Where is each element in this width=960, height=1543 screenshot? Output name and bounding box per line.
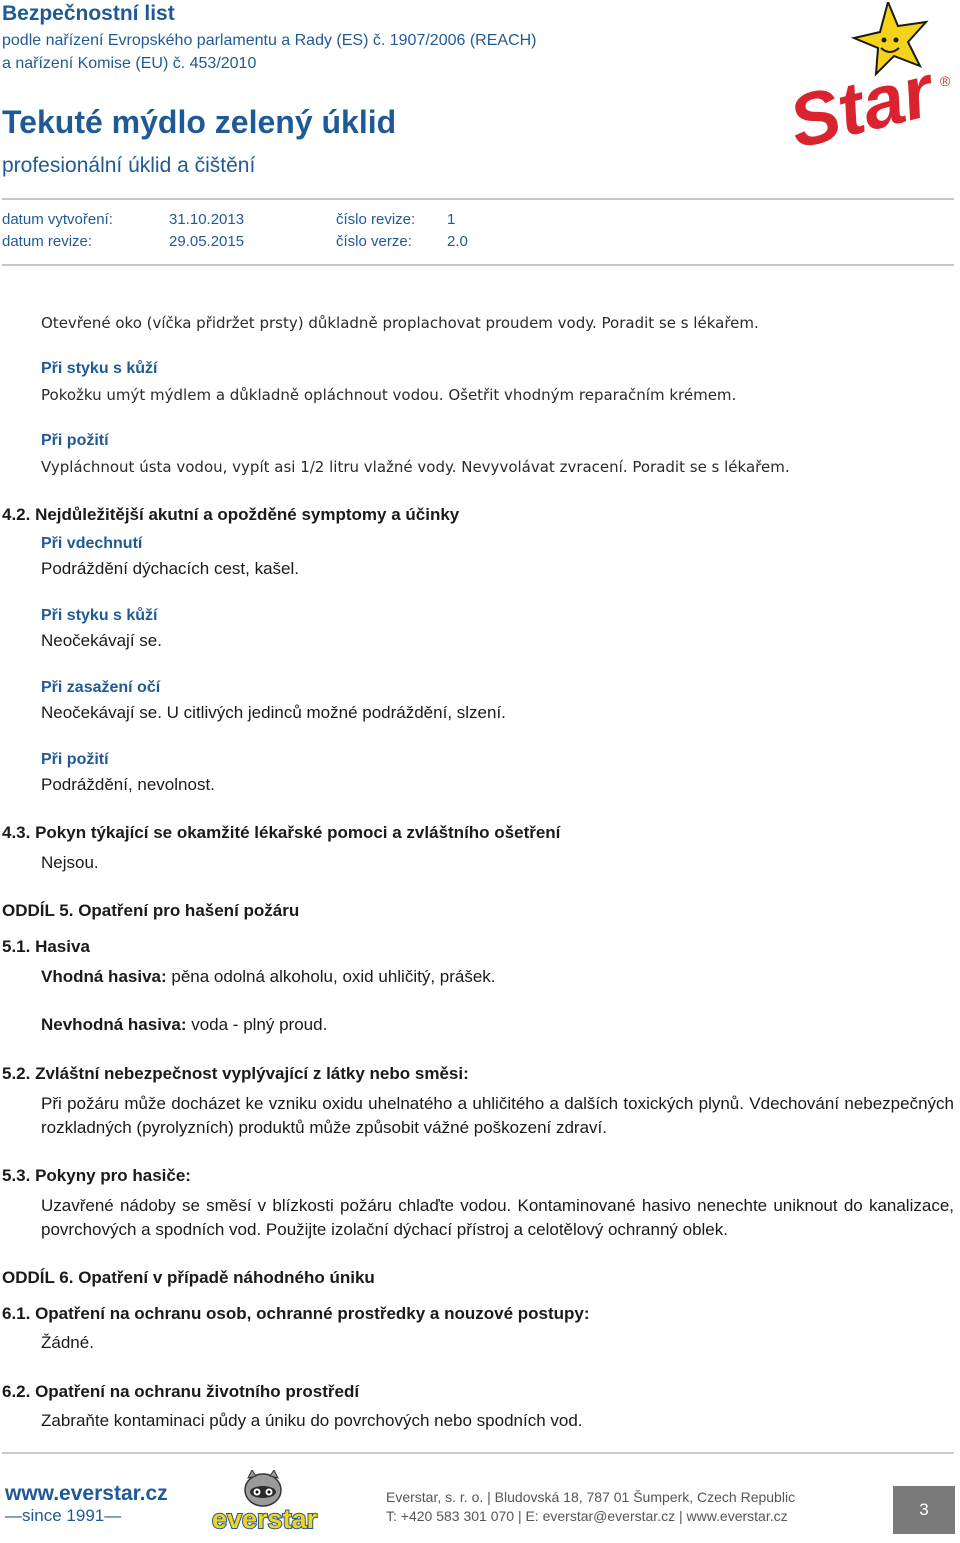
revision-number-label: číslo revize: (336, 211, 416, 228)
ingestion-label: Při požití (41, 432, 109, 449)
product-subtitle: profesionální úklid a čištění (2, 154, 256, 177)
eye-contact-text: Otevřené oko (víčka přidržet prsty) důkladně proplachovat proudem vody. Poradit se s lékařem. (41, 314, 759, 332)
product-name: Tekuté mýdlo zelený úklid (2, 104, 397, 140)
logo-wordmark: Star (780, 48, 941, 160)
page-number-box (893, 1486, 955, 1534)
document-title: Bezpečnostní list (2, 2, 175, 25)
section-5-2-title: 5.2. Zvláštní nebezpečnost vyplývající z látky nebo směsi: (2, 1064, 469, 1083)
inhalation-label: Při vdechnutí (41, 535, 143, 552)
eye-symptoms-label: Při zasažení očí (41, 679, 161, 696)
footer-website[interactable]: www.everstar.cz (5, 1482, 168, 1505)
ingestion-symptoms-label: Při požití (41, 751, 109, 768)
section-4-3-title: 4.3. Pokyn týkající se okamžité lékařské pomoci a zvláštního ošetření (2, 823, 561, 842)
footer-company-address: Everstar, s. r. o. | Bludovská 18, 787 01 Šumperk, Czech Republic (386, 1489, 796, 1505)
footer-divider (2, 1452, 954, 1454)
revision-number: 1 (447, 211, 456, 228)
version-number: 2.0 (447, 233, 468, 250)
revised-label: datum revize: (2, 233, 93, 250)
page-number: 3 (919, 1500, 929, 1519)
suitable-extinguishers-text: pěna odolná alkoholu, oxid uhličitý, prášek. (166, 967, 496, 986)
section-6-1-text: Žádné. (41, 1333, 94, 1352)
section-6-1-title: 6.1. Opatření na ochranu osob, ochranné prostředky a nouzové postupy: (2, 1304, 590, 1323)
skin-symptoms-label: Při styku s kůží (41, 607, 158, 624)
section-4-3-text: Nejsou. (41, 853, 99, 872)
inhalation-text: Podráždění dýchacích cest, kašel. (41, 559, 299, 578)
skin-contact-text: Pokožku umýt mýdlem a důkladně opláchnout vodou. Ošetřit vhodným reparačním krémem. (41, 386, 737, 404)
section-5-1-title: 5.1. Hasiva (2, 937, 90, 956)
created-date: 31.10.2013 (169, 211, 245, 228)
star-brand-logo (780, 2, 956, 160)
created-label: datum vytvoření: (2, 211, 113, 228)
ingestion-text: Vypláchnout ústa vodou, vypít asi 1/2 litru vlažné vody. Nevyvolávat zvracení. Poradit se s lékařem. (41, 458, 790, 476)
header-divider-bottom (2, 264, 954, 266)
footer-contact: T: +420 583 301 070 | E: everstar@everstar.cz | www.everstar.cz (386, 1508, 788, 1524)
section-5-3-title: 5.3. Pokyny pro hasiče: (2, 1166, 191, 1185)
registered-mark: ® (940, 73, 951, 89)
section-5-3-text: Uzavřené nádoby se směsí v blízkosti požáru chlaďte vodou. Kontaminované hasivo nenechte uniknout do kanalizace, povrchových a spodních vod. Použijte izolační dýchací přístroj a celotělový ochranný oblek. (41, 1196, 954, 1239)
section-5-2-text: Při požáru může docházet ke vzniku oxidu uhelnatého a uhličitého a dalších toxických plynů. Vdechování nebezpečných rozkladných (pyrolyzních) produktů může způsobit vážné poškození zdraví. (41, 1094, 954, 1137)
everstar-logo (208, 1470, 318, 1538)
section-6-title: ODDÍL 6. Opatření v případě náhodného úniku (2, 1268, 375, 1287)
header-divider-top (2, 198, 954, 200)
section-6-2-text: Zabraňte kontaminaci půdy a úniku do povrchových nebo spodních vod. (41, 1411, 583, 1430)
everstar-wordmark: everstar (212, 1504, 318, 1534)
suitable-extinguishers-label: Vhodná hasiva: (41, 967, 167, 986)
unsuitable-extinguishers (41, 1015, 327, 1035)
raccoon-mascot-icon (245, 1470, 281, 1506)
section-6-2-title: 6.2. Opatření na ochranu životního prostředí (2, 1382, 360, 1401)
ingestion-symptoms-text: Podráždění, nevolnost. (41, 775, 215, 794)
section-5-title: ODDÍL 5. Opatření pro hašení požáru (2, 901, 300, 920)
unsuitable-extinguishers-text: voda - plný proud. (186, 1015, 328, 1034)
section-4-2-title: 4.2. Nejdůležitější akutní a opožděné symptomy a účinky (2, 505, 460, 524)
regulation-line-1: podle nařízení Evropského parlamentu a Rady (ES) č. 1907/2006 (REACH) (2, 32, 537, 49)
suitable-extinguishers (41, 967, 496, 987)
version-label: číslo verze: (336, 233, 412, 250)
skin-symptoms-text: Neočekávají se. (41, 631, 162, 650)
footer-since: —since 1991— (5, 1506, 122, 1525)
eye-symptoms-text: Neočekávají se. U citlivých jedinců možné podráždění, slzení. (41, 703, 506, 722)
skin-contact-label: Při styku s kůží (41, 360, 158, 377)
regulation-line-2: a nařízení Komise (EU) č. 453/2010 (2, 55, 257, 72)
unsuitable-extinguishers-label: Nevhodná hasiva: (41, 1015, 187, 1034)
revised-date: 29.05.2015 (169, 233, 245, 250)
